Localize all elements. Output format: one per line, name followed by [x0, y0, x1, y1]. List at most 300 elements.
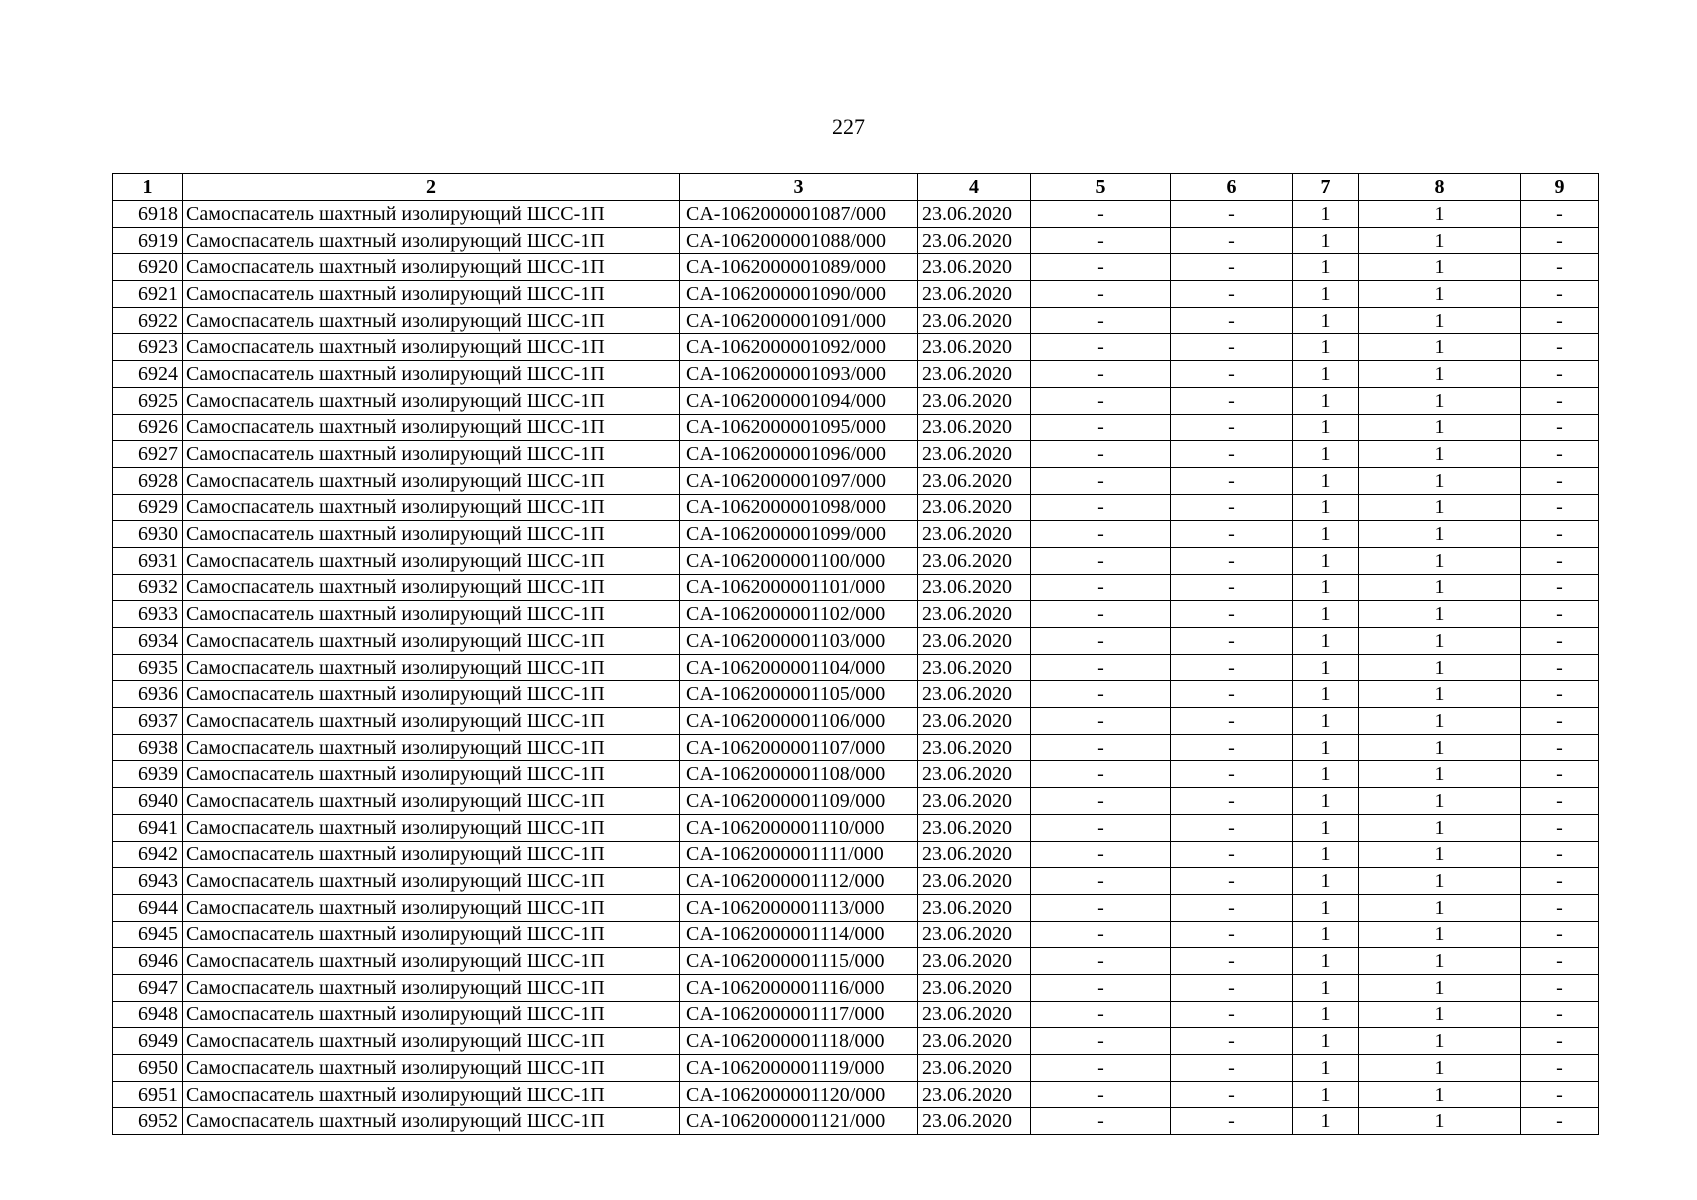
col-9-value: - [1521, 361, 1599, 388]
col-8-value: 1 [1359, 814, 1521, 841]
col-5-value: - [1031, 254, 1171, 281]
col-5-value: - [1031, 1081, 1171, 1108]
col-5-value: - [1031, 201, 1171, 228]
row-number: 6938 [113, 734, 183, 761]
table-row [113, 841, 1599, 868]
item-name: Самоспасатель шахтный изолирующий ШСС-1П [183, 521, 680, 548]
col-9-value: - [1521, 254, 1599, 281]
item-name: Самоспасатель шахтный изолирующий ШСС-1П [183, 1108, 680, 1135]
col-9-value: - [1521, 1081, 1599, 1108]
col-6-value: - [1171, 281, 1293, 308]
col-9-value: - [1521, 814, 1599, 841]
item-name: Самоспасатель шахтный изолирующий ШСС-1П [183, 601, 680, 628]
col-7-value: 1 [1293, 761, 1359, 788]
certificate-code: CA-1062000001094/000 [680, 387, 918, 414]
date: 23.06.2020 [918, 734, 1031, 761]
col-5-value: - [1031, 281, 1171, 308]
table-body [113, 201, 1599, 1135]
col-5-value: - [1031, 788, 1171, 815]
header-col-4: 4 [918, 174, 1031, 201]
table-row [113, 734, 1599, 761]
date: 23.06.2020 [918, 1055, 1031, 1082]
row-number: 6929 [113, 494, 183, 521]
col-6-value: - [1171, 814, 1293, 841]
row-number: 6947 [113, 974, 183, 1001]
item-name: Самоспасатель шахтный изолирующий ШСС-1П [183, 467, 680, 494]
row-number: 6919 [113, 227, 183, 254]
table-row [113, 414, 1599, 441]
item-name: Самоспасатель шахтный изолирующий ШСС-1П [183, 788, 680, 815]
item-name: Самоспасатель шахтный изолирующий ШСС-1П [183, 734, 680, 761]
row-number: 6937 [113, 708, 183, 735]
certificate-code: CA-1062000001115/000 [680, 948, 918, 975]
date: 23.06.2020 [918, 1001, 1031, 1028]
header-col-1: 1 [113, 174, 183, 201]
row-number: 6944 [113, 894, 183, 921]
certificate-code: CA-1062000001116/000 [680, 974, 918, 1001]
col-6-value: - [1171, 254, 1293, 281]
date: 23.06.2020 [918, 494, 1031, 521]
col-7-value: 1 [1293, 601, 1359, 628]
table-row [113, 494, 1599, 521]
row-number: 6941 [113, 814, 183, 841]
col-9-value: - [1521, 334, 1599, 361]
item-name: Самоспасатель шахтный изолирующий ШСС-1П [183, 628, 680, 655]
table-row [113, 334, 1599, 361]
col-6-value: - [1171, 1108, 1293, 1135]
col-6-value: - [1171, 361, 1293, 388]
table-row [113, 601, 1599, 628]
item-name: Самоспасатель шахтный изолирующий ШСС-1П [183, 921, 680, 948]
date: 23.06.2020 [918, 547, 1031, 574]
row-number: 6930 [113, 521, 183, 548]
date: 23.06.2020 [918, 414, 1031, 441]
row-number: 6936 [113, 681, 183, 708]
col-9-value: - [1521, 708, 1599, 735]
col-8-value: 1 [1359, 414, 1521, 441]
col-7-value: 1 [1293, 841, 1359, 868]
certificate-code: CA-1062000001113/000 [680, 894, 918, 921]
item-name: Самоспасатель шахтный изолирующий ШСС-1П [183, 254, 680, 281]
col-5-value: - [1031, 868, 1171, 895]
row-number: 6918 [113, 201, 183, 228]
col-7-value: 1 [1293, 547, 1359, 574]
date: 23.06.2020 [918, 441, 1031, 468]
col-6-value: - [1171, 387, 1293, 414]
col-5-value: - [1031, 441, 1171, 468]
col-9-value: - [1521, 974, 1599, 1001]
col-7-value: 1 [1293, 921, 1359, 948]
table-row [113, 201, 1599, 228]
col-7-value: 1 [1293, 361, 1359, 388]
page-number: 227 [832, 114, 865, 139]
col-7-value: 1 [1293, 1028, 1359, 1055]
header-col-8: 8 [1359, 174, 1521, 201]
row-number: 6942 [113, 841, 183, 868]
date: 23.06.2020 [918, 974, 1031, 1001]
certificate-code: CA-1062000001108/000 [680, 761, 918, 788]
table-row [113, 921, 1599, 948]
date: 23.06.2020 [918, 654, 1031, 681]
col-8-value: 1 [1359, 361, 1521, 388]
item-name: Самоспасатель шахтный изолирующий ШСС-1П [183, 547, 680, 574]
col-7-value: 1 [1293, 201, 1359, 228]
item-name: Самоспасатель шахтный изолирующий ШСС-1П [183, 441, 680, 468]
col-5-value: - [1031, 467, 1171, 494]
date: 23.06.2020 [918, 521, 1031, 548]
col-5-value: - [1031, 574, 1171, 601]
date: 23.06.2020 [918, 1108, 1031, 1135]
col-8-value: 1 [1359, 574, 1521, 601]
table-row [113, 1028, 1599, 1055]
date: 23.06.2020 [918, 361, 1031, 388]
col-9-value: - [1521, 654, 1599, 681]
certificate-code: CA-1062000001111/000 [680, 841, 918, 868]
date: 23.06.2020 [918, 387, 1031, 414]
certificate-code: CA-1062000001102/000 [680, 601, 918, 628]
row-number: 6931 [113, 547, 183, 574]
row-number: 6926 [113, 414, 183, 441]
col-7-value: 1 [1293, 441, 1359, 468]
table-row [113, 254, 1599, 281]
item-name: Самоспасатель шахтный изолирующий ШСС-1П [183, 201, 680, 228]
item-name: Самоспасатель шахтный изолирующий ШСС-1П [183, 1028, 680, 1055]
col-5-value: - [1031, 521, 1171, 548]
certificate-code: CA-1062000001101/000 [680, 574, 918, 601]
date: 23.06.2020 [918, 254, 1031, 281]
date: 23.06.2020 [918, 708, 1031, 735]
col-7-value: 1 [1293, 521, 1359, 548]
col-9-value: - [1521, 788, 1599, 815]
col-8-value: 1 [1359, 494, 1521, 521]
certificate-code: CA-1062000001087/000 [680, 201, 918, 228]
row-number: 6932 [113, 574, 183, 601]
col-9-value: - [1521, 601, 1599, 628]
col-8-value: 1 [1359, 681, 1521, 708]
col-5-value: - [1031, 681, 1171, 708]
col-7-value: 1 [1293, 1055, 1359, 1082]
col-5-value: - [1031, 1108, 1171, 1135]
col-7-value: 1 [1293, 1081, 1359, 1108]
table-row [113, 654, 1599, 681]
col-8-value: 1 [1359, 761, 1521, 788]
item-name: Самоспасатель шахтный изолирующий ШСС-1П [183, 761, 680, 788]
col-8-value: 1 [1359, 281, 1521, 308]
item-name: Самоспасатель шахтный изолирующий ШСС-1П [183, 681, 680, 708]
certificate-code: CA-1062000001104/000 [680, 654, 918, 681]
col-8-value: 1 [1359, 628, 1521, 655]
row-number: 6935 [113, 654, 183, 681]
table-row [113, 467, 1599, 494]
col-6-value: - [1171, 948, 1293, 975]
col-7-value: 1 [1293, 1108, 1359, 1135]
col-6-value: - [1171, 601, 1293, 628]
col-6-value: - [1171, 921, 1293, 948]
col-9-value: - [1521, 281, 1599, 308]
col-6-value: - [1171, 761, 1293, 788]
certificate-code: CA-1062000001089/000 [680, 254, 918, 281]
table-row [113, 974, 1599, 1001]
col-5-value: - [1031, 227, 1171, 254]
col-8-value: 1 [1359, 894, 1521, 921]
col-6-value: - [1171, 307, 1293, 334]
item-name: Самоспасатель шахтный изолирующий ШСС-1П [183, 974, 680, 1001]
col-9-value: - [1521, 868, 1599, 895]
table-row [113, 521, 1599, 548]
col-9-value: - [1521, 628, 1599, 655]
col-7-value: 1 [1293, 467, 1359, 494]
col-8-value: 1 [1359, 1001, 1521, 1028]
col-5-value: - [1031, 841, 1171, 868]
item-name: Самоспасатель шахтный изолирующий ШСС-1П [183, 574, 680, 601]
row-number: 6950 [113, 1055, 183, 1082]
col-8-value: 1 [1359, 868, 1521, 895]
col-9-value: - [1521, 841, 1599, 868]
col-6-value: - [1171, 547, 1293, 574]
header-col-2: 2 [183, 174, 680, 201]
certificate-code: CA-1062000001098/000 [680, 494, 918, 521]
col-5-value: - [1031, 894, 1171, 921]
table-row [113, 547, 1599, 574]
row-number: 6923 [113, 334, 183, 361]
col-8-value: 1 [1359, 227, 1521, 254]
col-7-value: 1 [1293, 574, 1359, 601]
col-7-value: 1 [1293, 708, 1359, 735]
col-6-value: - [1171, 628, 1293, 655]
col-5-value: - [1031, 708, 1171, 735]
col-9-value: - [1521, 1001, 1599, 1028]
item-name: Самоспасатель шахтный изолирующий ШСС-1П [183, 1001, 680, 1028]
col-8-value: 1 [1359, 547, 1521, 574]
col-9-value: - [1521, 681, 1599, 708]
row-number: 6925 [113, 387, 183, 414]
col-9-value: - [1521, 761, 1599, 788]
col-9-value: - [1521, 387, 1599, 414]
table-row [113, 948, 1599, 975]
col-9-value: - [1521, 307, 1599, 334]
col-7-value: 1 [1293, 307, 1359, 334]
header-col-9: 9 [1521, 174, 1599, 201]
col-5-value: - [1031, 734, 1171, 761]
col-8-value: 1 [1359, 841, 1521, 868]
item-name: Самоспасатель шахтный изолирующий ШСС-1П [183, 841, 680, 868]
col-6-value: - [1171, 708, 1293, 735]
col-7-value: 1 [1293, 334, 1359, 361]
certificate-code: CA-1062000001109/000 [680, 788, 918, 815]
certificate-code: CA-1062000001100/000 [680, 547, 918, 574]
col-9-value: - [1521, 1055, 1599, 1082]
table-row [113, 574, 1599, 601]
certificate-code: CA-1062000001088/000 [680, 227, 918, 254]
col-8-value: 1 [1359, 254, 1521, 281]
col-8-value: 1 [1359, 201, 1521, 228]
item-name: Самоспасатель шахтный изолирующий ШСС-1П [183, 1081, 680, 1108]
col-9-value: - [1521, 521, 1599, 548]
col-6-value: - [1171, 974, 1293, 1001]
col-7-value: 1 [1293, 281, 1359, 308]
item-name: Самоспасатель шахтный изолирующий ШСС-1П [183, 334, 680, 361]
col-6-value: - [1171, 467, 1293, 494]
col-9-value: - [1521, 201, 1599, 228]
col-6-value: - [1171, 681, 1293, 708]
col-5-value: - [1031, 814, 1171, 841]
table-row [113, 708, 1599, 735]
col-6-value: - [1171, 414, 1293, 441]
col-8-value: 1 [1359, 708, 1521, 735]
row-number: 6934 [113, 628, 183, 655]
col-8-value: 1 [1359, 307, 1521, 334]
col-7-value: 1 [1293, 494, 1359, 521]
row-number: 6922 [113, 307, 183, 334]
col-9-value: - [1521, 441, 1599, 468]
col-5-value: - [1031, 601, 1171, 628]
item-name: Самоспасатель шахтный изолирующий ШСС-1П [183, 387, 680, 414]
col-5-value: - [1031, 628, 1171, 655]
header-col-7: 7 [1293, 174, 1359, 201]
table-header-row [113, 174, 1599, 201]
col-8-value: 1 [1359, 734, 1521, 761]
col-7-value: 1 [1293, 1001, 1359, 1028]
table-row [113, 441, 1599, 468]
row-number: 6946 [113, 948, 183, 975]
col-9-value: - [1521, 1028, 1599, 1055]
row-number: 6940 [113, 788, 183, 815]
col-6-value: - [1171, 1055, 1293, 1082]
col-8-value: 1 [1359, 1081, 1521, 1108]
col-9-value: - [1521, 574, 1599, 601]
item-name: Самоспасатель шахтный изолирующий ШСС-1П [183, 307, 680, 334]
row-number: 6948 [113, 1001, 183, 1028]
col-9-value: - [1521, 547, 1599, 574]
col-5-value: - [1031, 1001, 1171, 1028]
col-5-value: - [1031, 1055, 1171, 1082]
col-8-value: 1 [1359, 921, 1521, 948]
col-7-value: 1 [1293, 948, 1359, 975]
certificate-code: CA-1062000001118/000 [680, 1028, 918, 1055]
col-7-value: 1 [1293, 788, 1359, 815]
date: 23.06.2020 [918, 948, 1031, 975]
col-8-value: 1 [1359, 1028, 1521, 1055]
col-6-value: - [1171, 1028, 1293, 1055]
col-5-value: - [1031, 334, 1171, 361]
certificate-code: CA-1062000001107/000 [680, 734, 918, 761]
date: 23.06.2020 [918, 841, 1031, 868]
col-6-value: - [1171, 734, 1293, 761]
col-6-value: - [1171, 894, 1293, 921]
col-5-value: - [1031, 761, 1171, 788]
row-number: 6924 [113, 361, 183, 388]
date: 23.06.2020 [918, 601, 1031, 628]
col-5-value: - [1031, 414, 1171, 441]
certificate-code: CA-1062000001091/000 [680, 307, 918, 334]
row-number: 6920 [113, 254, 183, 281]
col-8-value: 1 [1359, 788, 1521, 815]
col-6-value: - [1171, 574, 1293, 601]
certificate-code: CA-1062000001119/000 [680, 1055, 918, 1082]
col-8-value: 1 [1359, 1055, 1521, 1082]
col-9-value: - [1521, 921, 1599, 948]
col-6-value: - [1171, 334, 1293, 361]
header-col-5: 5 [1031, 174, 1171, 201]
certificate-code: CA-1062000001095/000 [680, 414, 918, 441]
col-7-value: 1 [1293, 654, 1359, 681]
date: 23.06.2020 [918, 467, 1031, 494]
col-6-value: - [1171, 1001, 1293, 1028]
col-6-value: - [1171, 201, 1293, 228]
col-6-value: - [1171, 654, 1293, 681]
registry-table [112, 173, 1599, 1135]
date: 23.06.2020 [918, 814, 1031, 841]
col-8-value: 1 [1359, 521, 1521, 548]
table-row [113, 761, 1599, 788]
date: 23.06.2020 [918, 227, 1031, 254]
date: 23.06.2020 [918, 761, 1031, 788]
col-6-value: - [1171, 227, 1293, 254]
col-7-value: 1 [1293, 227, 1359, 254]
header-col-6: 6 [1171, 174, 1293, 201]
col-6-value: - [1171, 841, 1293, 868]
table-row [113, 681, 1599, 708]
certificate-code: CA-1062000001114/000 [680, 921, 918, 948]
col-9-value: - [1521, 948, 1599, 975]
col-7-value: 1 [1293, 387, 1359, 414]
col-9-value: - [1521, 734, 1599, 761]
col-7-value: 1 [1293, 894, 1359, 921]
col-8-value: 1 [1359, 334, 1521, 361]
table-row [113, 307, 1599, 334]
date: 23.06.2020 [918, 681, 1031, 708]
item-name: Самоспасатель шахтный изолирующий ШСС-1П [183, 894, 680, 921]
date: 23.06.2020 [918, 201, 1031, 228]
row-number: 6939 [113, 761, 183, 788]
item-name: Самоспасатель шахтный изолирующий ШСС-1П [183, 414, 680, 441]
table-row [113, 1108, 1599, 1135]
certificate-code: CA-1062000001106/000 [680, 708, 918, 735]
item-name: Самоспасатель шахтный изолирующий ШСС-1П [183, 494, 680, 521]
col-7-value: 1 [1293, 734, 1359, 761]
item-name: Самоспасатель шахтный изолирующий ШСС-1П [183, 948, 680, 975]
row-number: 6943 [113, 868, 183, 895]
table-row [113, 1081, 1599, 1108]
certificate-code: CA-1062000001090/000 [680, 281, 918, 308]
row-number: 6928 [113, 467, 183, 494]
col-8-value: 1 [1359, 974, 1521, 1001]
table-row [113, 1001, 1599, 1028]
col-5-value: - [1031, 307, 1171, 334]
table-row [113, 227, 1599, 254]
row-number: 6951 [113, 1081, 183, 1108]
date: 23.06.2020 [918, 334, 1031, 361]
col-5-value: - [1031, 494, 1171, 521]
col-8-value: 1 [1359, 1108, 1521, 1135]
date: 23.06.2020 [918, 868, 1031, 895]
col-8-value: 1 [1359, 387, 1521, 414]
col-9-value: - [1521, 414, 1599, 441]
date: 23.06.2020 [918, 921, 1031, 948]
col-9-value: - [1521, 467, 1599, 494]
col-6-value: - [1171, 1081, 1293, 1108]
table-row [113, 281, 1599, 308]
date: 23.06.2020 [918, 894, 1031, 921]
col-8-value: 1 [1359, 601, 1521, 628]
col-5-value: - [1031, 1028, 1171, 1055]
header-col-3: 3 [680, 174, 918, 201]
col-8-value: 1 [1359, 654, 1521, 681]
table-row [113, 868, 1599, 895]
row-number: 6949 [113, 1028, 183, 1055]
table-row [113, 387, 1599, 414]
col-9-value: - [1521, 227, 1599, 254]
